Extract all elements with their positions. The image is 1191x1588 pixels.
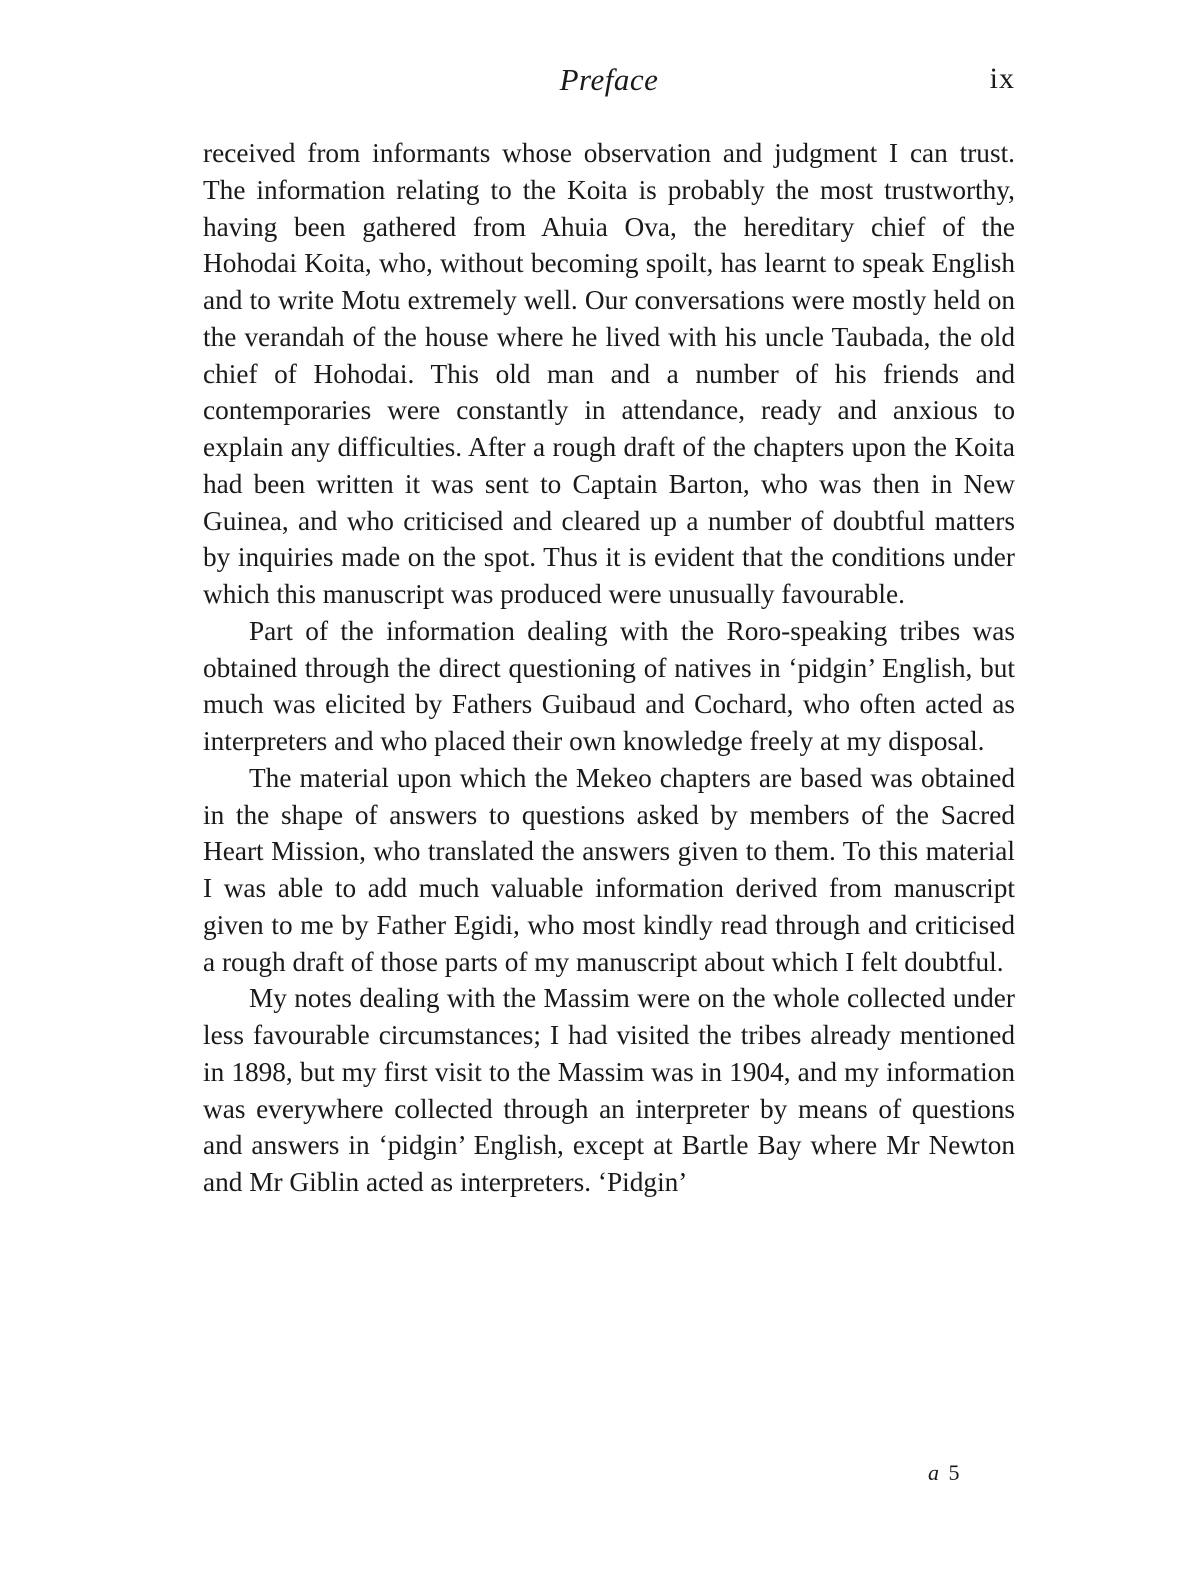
- body-text: [203, 135, 1015, 1201]
- paragraph-mekeo: The material upon which the Mekeo chapters are based was obtained in the shape of answers to questions asked by members of the Sacred Heart Mission, who translated the answers given to them. To this material I was able to add much valuable information derived from manuscript given to me by Father Egidi, who most kindly read through and criticised a rough draft of those parts of my manuscript about which I felt doubtful.: [203, 762, 1015, 977]
- paragraph-roro: Part of the information dealing with the Roro-speaking tribes was obtained through the direct questioning of natives in ‘pidgin’ English, but much was elicited by Fathers Guibaud and Cochard, who often acted as interpreters and who placed their own knowledge freely at my disposal.: [203, 615, 1015, 756]
- running-title: Preface: [559, 62, 659, 97]
- signature-letter: a: [928, 1460, 941, 1485]
- signature-number: 5: [948, 1460, 962, 1485]
- running-head: [203, 62, 1015, 102]
- page-number: ix: [989, 62, 1015, 95]
- paragraph-koita: received from informants whose observation and judgment I can trust. The information relating to the Koita is probably the most trustworthy, having been gathered from Ahuia Ova, the hereditary chief of the Hohodai Koita, who, without becoming spoilt, has learnt to speak English and to write Motu extremely well. Our conversations were mostly held on the verandah of the house where he lived with his uncle Taubada, the old chief of Hohodai. This old man and a number of his friends and contemporaries were constantly in attendance, ready and anxious to explain any difficulties. After a rough draft of the chapters upon the Koita had been written it was sent to Captain Barton, who was then in New Guinea, and who criticised and cleared up a number of doubtful matters by inquiries made on the spot. Thus it is evident that the conditions under which this manuscript was produced were unusually favourable.: [203, 138, 1015, 609]
- signature-mark: [928, 1460, 962, 1486]
- paragraph-massim: My notes dealing with the Massim were on the whole collected under less favourable circumstances; I had visited the tribes already mentioned in 1898, but my first visit to the Massim was in 1904, and my information was everywhere collected through an interpreter by means of questions and answers in ‘pidgin’ English, except at Bartle Bay where Mr Newton and Mr Giblin acted as interpreters. ‘Pidgin’: [203, 983, 1015, 1197]
